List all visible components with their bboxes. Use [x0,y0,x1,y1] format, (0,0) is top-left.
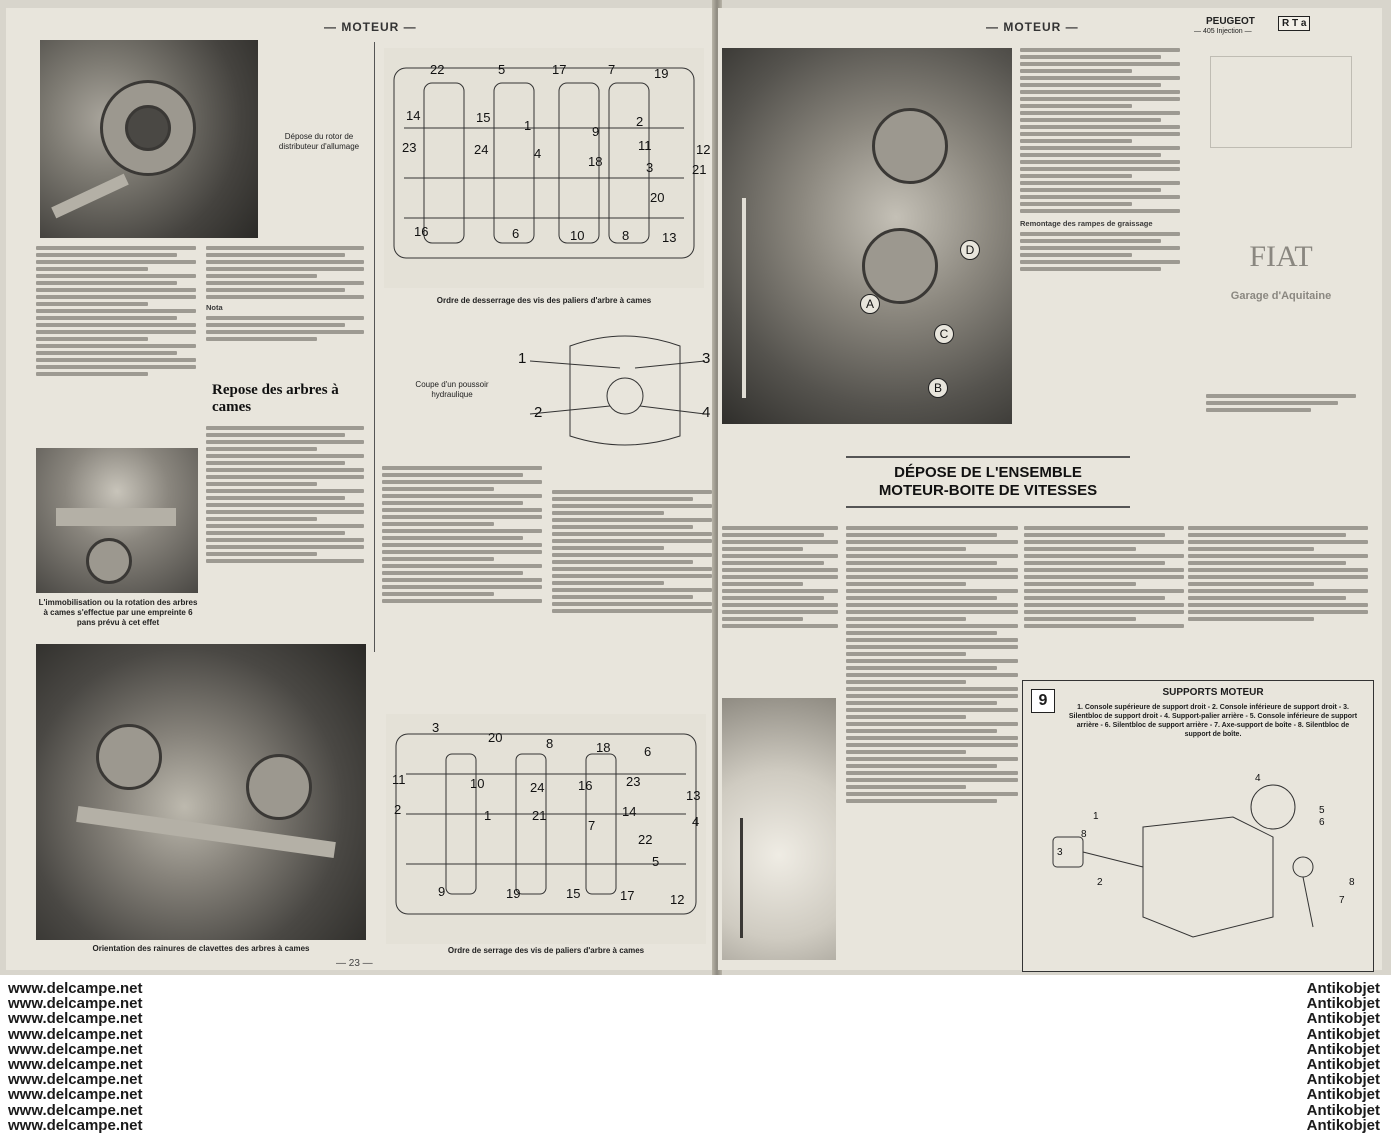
support-label: 6 [1319,817,1325,828]
photo-label-b: B [928,378,948,398]
watermark-left: www.delcampe.net [8,1071,143,1089]
column-rule [374,42,375,652]
serrage-label: 14 [622,804,637,819]
section-title-line-1: DÉPOSE DE L'ENSEMBLE [894,464,1082,481]
watermark-left: www.delcampe.net [8,1056,143,1073]
watermark-left: www.delcampe.net [8,1116,143,1134]
serrage-diagram [386,714,706,944]
serrage-label: 21 [532,808,547,823]
right-text-column-3 [846,524,1018,806]
rta-logo: R T a [1278,16,1310,31]
serrage-label: 5 [652,854,660,869]
watermark-right: Antikobjet [1306,1040,1380,1058]
desserrage-caption: Ordre de desserrage des vis des paliers d'arbre à cames [436,296,652,305]
left-text-column-2 [206,244,364,344]
left-text-column-3 [382,464,542,606]
serrage-label: 18 [596,740,611,755]
watermark-right: Antikobjet [1306,980,1380,997]
support-label: 4 [1255,773,1261,784]
poussoir-drawing [530,326,720,456]
photo-label-a: A [860,294,880,314]
watermark-left: www.delcampe.net [8,995,143,1013]
desserrage-label: 17 [552,62,567,77]
ad-subtitle: Garage d'Aquitaine [1230,290,1332,302]
serrage-label: 1 [484,808,492,823]
brand-subtitle: — 405 Injection — [1194,28,1252,35]
support-label: 2 [1097,877,1103,888]
watermark-left: www.delcampe.net [8,1086,143,1104]
photo-label-d: D [960,240,980,260]
right-text-column-4 [1024,524,1184,631]
left-folio: — 23 — [336,958,373,969]
desserrage-label: 6 [512,226,520,241]
photo-label-c: C [934,324,954,344]
right-caption-text [1206,392,1356,415]
poussoir-caption: Coupe d'un poussoir hydraulique [415,380,489,399]
left-page [6,8,714,970]
desserrage-label: 12 [696,142,711,157]
right-text-column-2 [722,524,838,631]
watermark-left: www.delcampe.net [8,980,143,997]
serrage-label: 22 [638,832,653,847]
desserrage-diagram [384,48,711,288]
nota-label: Nota [206,303,223,312]
desserrage-label: 10 [570,228,585,243]
poussoir-label: 3 [702,350,711,367]
serrage-label: 9 [438,884,446,899]
desserrage-drawing [384,48,707,288]
camshaft-photo [36,644,366,940]
left-text-column-4 [552,488,712,616]
rotor-caption: Dépose du rotor de distributeur d'allumage [278,132,360,151]
serrage-caption: Ordre de serrage des vis de paliers d'arbre à cames [447,946,645,955]
figure-title: SUPPORTS MOTEUR [1162,687,1264,698]
watermark-right: Antikobjet [1306,1056,1380,1073]
figure-caption: 1. Console supérieure de support droit - 2. Console inférieure de support droit - 3. Silentbloc de support droit - 4. Support-palier arrière - 5. Console inférieure de support arrière - 6. Silentbloc de support arrière - 7. Axe-support de boîte - 8. Silentbloc de support de boîte. [1068,704,1358,738]
desserrage-label: 23 [402,140,417,155]
poussoir-diagram [518,326,720,456]
desserrage-label: 4 [534,146,542,161]
serrage-label: 20 [488,730,503,745]
right-text-column-5 [1188,524,1368,624]
desserrage-label: 8 [622,228,630,243]
support-label: 8 [1081,829,1087,840]
serrage-label: 12 [670,892,685,907]
desserrage-label: 18 [588,154,603,169]
poussoir-label: 4 [702,404,711,421]
left-running-head: — MOTEUR — [324,20,417,34]
serrage-label: 17 [620,888,635,903]
watermark-right: Antikobjet [1306,1025,1380,1043]
desserrage-label: 3 [646,160,654,175]
desserrage-label: 5 [498,62,506,77]
desserrage-label: 11 [638,138,652,153]
supports-moteur-figure [1022,680,1374,972]
serrage-label: 19 [506,886,521,901]
support-label: 1 [1093,811,1099,822]
left-text-column-1 [36,244,196,379]
serrage-label: 7 [588,818,596,833]
serrage-label: 23 [626,774,641,789]
serrage-label: 8 [546,736,554,751]
serrage-label: 4 [692,814,700,829]
watermark-left: www.delcampe.net [8,1025,143,1043]
support-label: 5 [1319,805,1325,816]
watermark-right: Antikobjet [1306,1086,1380,1104]
desserrage-label: 14 [406,108,421,123]
serrage-label: 3 [432,720,440,735]
poussoir-label: 1 [518,350,527,367]
advertisement-panel [1206,54,1356,354]
poussoir-label: 2 [534,404,543,421]
watermark-right: Antikobjet [1306,1116,1380,1134]
watermark-left: www.delcampe.net [8,1010,143,1028]
rampes-photo [722,48,1012,424]
desserrage-label: 16 [414,224,429,239]
support-label: 7 [1339,895,1345,906]
desserrage-label: 15 [476,110,491,125]
desserrage-label: 20 [650,190,665,205]
serrage-label: 11 [392,772,406,787]
section-title-line-2: MOTEUR-BOITE DE VITESSES [878,482,1098,499]
desserrage-label: 2 [636,114,644,129]
figure-number: 9 [1031,689,1055,713]
serrage-label: 16 [578,778,593,793]
orientation-caption: Orientation des rainures de clavettes des arbres à cames [92,944,310,953]
repose-heading: Repose des arbres à cames [212,382,339,415]
desserrage-label: 22 [430,62,445,77]
desserrage-label: 9 [592,124,600,139]
desserrage-label: 13 [662,230,677,245]
serrage-label: 24 [530,780,545,795]
watermark-right: Antikobjet [1306,1010,1380,1028]
section-rule-bottom [846,506,1130,508]
right-running-head: — MOTEUR — [986,20,1079,34]
watermark-right: Antikobjet [1306,995,1380,1013]
supports-drawing [1023,767,1373,967]
immobilisation-photo [36,448,198,593]
watermark-right: Antikobjet [1306,1071,1380,1089]
desserrage-label: 24 [474,142,489,157]
desserrage-label: 19 [654,66,669,81]
brand-name: PEUGEOT [1206,16,1255,27]
watermark-right: Antikobjet [1306,1101,1380,1119]
right-text-column-1 [1020,46,1180,274]
support-label: 8 [1349,877,1355,888]
remontage-label: Remontage des rampes de graissage [1020,219,1153,228]
serrage-label: 10 [470,776,485,791]
ecrou-photo [722,698,836,960]
support-label: 3 [1057,847,1063,858]
serrage-label: 13 [686,788,701,803]
desserrage-label: 1 [524,118,532,133]
watermark-left: www.delcampe.net [8,1040,143,1058]
serrage-label: 6 [644,744,652,759]
serrage-label: 2 [394,802,402,817]
serrage-label: 15 [566,886,581,901]
desserrage-label: 21 [692,162,707,177]
desserrage-label: 7 [608,62,616,77]
immobilisation-caption: L'immobilisation ou la rotation des arbres à cames s'effectue par une empreinte 6 pans prévu à cet effet [38,598,198,627]
right-page [718,8,1382,970]
rotor-photo [40,40,258,238]
ad-headline: FIAT [1249,240,1313,273]
section-rule-top [846,456,1130,458]
left-text-column-2b [206,424,364,566]
watermark-left: www.delcampe.net [8,1101,143,1119]
